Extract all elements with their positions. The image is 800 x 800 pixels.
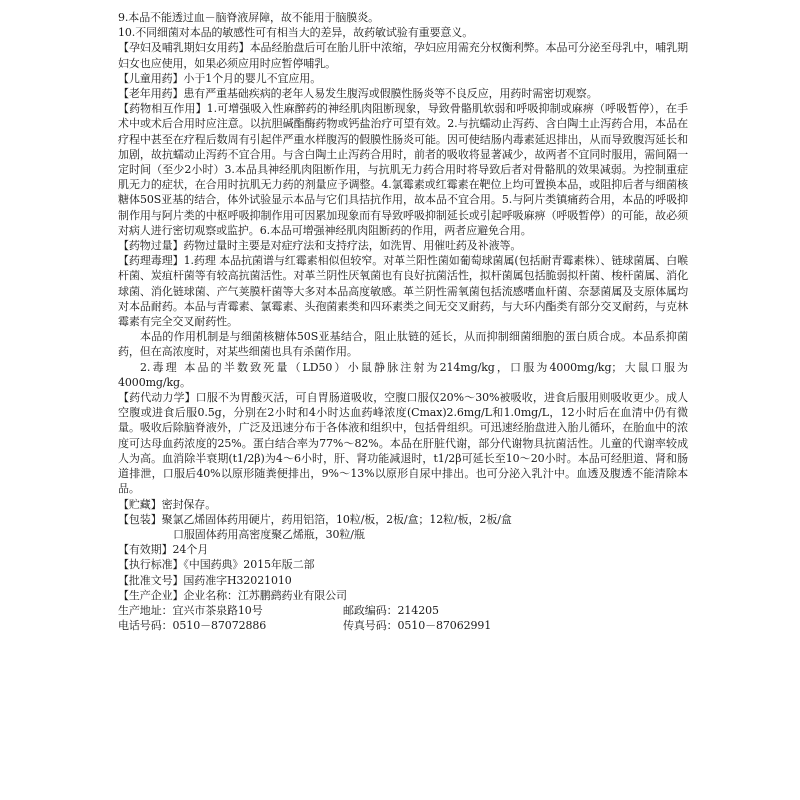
paragraph [118,588,688,603]
paragraph [118,527,688,542]
paragraph [118,238,688,253]
contact-right: 传真号码：0510－87062991 [343,619,492,633]
section-heading: 【药物过量】 [118,239,184,253]
section-heading: 【孕妇及哺乳期妇女用药】 [118,41,250,55]
paragraph-text: 本品的作用机制是与细菌核糖体50S亚基结合，阻止肽链的延长，从而抑制细菌细胞的蛋白质合成。本品系抑菌药，但在高浓度时，对某些细菌也具有杀菌作用。 [118,330,688,359]
paragraph [118,71,688,86]
paragraph-text: 小于1个月的婴儿不宜应用。 [183,71,322,85]
paragraph-text: 聚氯乙烯固体药用硬片，药用铝箔，10粒/板，2板/盒；12粒/板，2板/盒 [161,512,512,526]
paragraph-text: 密封保存。 [161,497,217,511]
paragraph [118,512,688,527]
section-heading: 【儿童用药】 [118,71,184,85]
paragraph [118,10,688,25]
section-heading: 【包装】 [118,512,162,526]
contact-left: 生产地址：宜兴市茶泉路10号 [118,603,263,617]
paragraph [118,542,688,557]
package-insert-text [118,10,688,633]
section-heading: 【生产企业】 [118,588,184,602]
section-heading: 【执行标准】 [118,558,184,572]
paragraph [118,101,688,238]
section-heading: 【药代动力学】 [118,391,196,405]
paragraph [118,497,688,512]
paragraph [118,253,688,329]
section-heading: 【药物相互作用】 [118,102,207,116]
paragraph-text: 患有严重基础疾病的老年人易发生腹泻或假膜性肠炎等不良反应，用药时需密切观察。 [183,87,598,101]
paragraph-text: 9.本品不能透过血－脑脊液屏障，故不能用于脑膜炎。 [118,11,379,24]
section-heading: 【贮藏】 [118,497,162,511]
paragraph-text: 1.可增强吸入性麻醉药的神经肌肉阻断现象，导致骨骼肌软弱和呼吸抑制或麻痹（呼吸暂停），在手术中或术后合用时应注意。以抗胆碱酯酶药物或钙盐治疗可望有效。2.与抗蠕动止泻药、含白陶土止泻药合用，本品在疗程中甚至在疗程后数周有引起伴严重水样腹泻的假膜性肠炎可能。因可使结肠内毒素延迟排出，从而导致腹泻延长和加剧，故抗蠕动止泻药不宜合用。与含白陶土止泻药合用时，前者的吸收将显著减少，故两者不宜同时服用，需间隔一定时间（至少2小时）3.本品具神经肌肉阻断作用，与抗肌无力药合用时将导致后者对骨骼肌的效果减弱。为控制重症肌无力的症状，在合用时抗肌无力药的剂量应予调整。4.氯霉素或红霉素在靶位上均可置换本品，或阻抑后者与细菌核糖体50S亚基的结合，体外试验显示本品与它们具拮抗作用，故本品不宜合用。5.与阿片类镇痛药合用，本品的呼吸抑制作用与阿片类的中枢呼吸抑制作用可因累加现象而有导致呼吸抑制延长或引起呼吸麻痹（呼吸暂停）的可能，故必须对病人进行密切观察或监护。6.本品可增强神经肌肉阻断药的作用，两者应避免合用。 [118,102,689,237]
section-heading: 【药理毒理】 [118,254,184,268]
paragraph [118,390,688,496]
paragraph-text: 10.不同细菌对本品的敏感性可有相当大的差异，故药敏试验有重要意义。 [118,26,474,40]
paragraph-text: 药物过量时主要是对症疗法和支持疗法，如洗胃、用催吐药及补液等。 [183,239,522,253]
paragraph [118,86,688,101]
paragraph-text: 1.药理 本品抗菌谱与红霉素相似但较窄。对革兰阳性菌如葡萄球菌属(包括耐青霉素株）、链球菌属、白喉杆菌、炭疽杆菌等有较高抗菌活性。对革兰阴性厌氧菌也有良好抗菌活性，拟杆菌属包括脆弱拟杆菌、梭杆菌属、消化球菌、消化链球菌、产气荚膜杆菌等大多对本品高度敏感。革兰阴性需氧菌包括流感嗜血杆菌、奈瑟菌属及支原体属均对本品耐药。本品与青霉素、氯霉素、头孢菌素类和四环素类之间无交叉耐药，与大环内酯类有部分交叉耐药，与克林霉素有完全交叉耐药性。 [118,254,688,329]
paragraph-text: 企业名称：江苏鹏鹞药业有限公司 [183,588,347,602]
section-heading: 【有效期】 [118,543,173,557]
paragraph [118,25,688,40]
paragraph-text: 本品经胎盘后可在胎儿肝中浓缩，孕妇应用需充分权衡利弊。本品可分泌至母乳中，哺乳期妇女也应使用，如果必须应用时应暂停哺乳。 [118,41,688,70]
paragraph [118,40,688,70]
paragraph [118,360,688,390]
contact-left: 电话号码：0510－87072886 [118,619,267,633]
paragraph-text: 口服不为胃酸灭活，可自胃肠道吸收，空腹口服仅20%～30%被吸收，进食后服用则吸收更少。成人空腹或进食后服0.5g，分别在2小时和4小时达血药峰浓度(Cmax)2.6mg/L和1.0mg/L，12小时后在血清中仍有微量。吸收后除脑脊液外，广泛及迅速分布于各体液和组织中，包括骨组织。可迅速经胎盘进入胎儿循环，在胎血中的浓度可达母血药浓度的25%。蛋白结合率为77%～82%。本品在肝脏代谢，部分代谢物具抗菌活性。儿童的代谢率较成人为高。血消除半衰期(t1/2β)为4～6小时，肝、肾功能减退时，t1/2β可延长至10～20小时。本品可经胆道、肾和肠道排泄，口服后40%以原形随粪便排出，9%～13%以原形自尿中排出。也可分泌入乳汁中。血透及腹透不能清除本品。 [118,391,688,496]
paragraph-text: 国药准字H32021010 [183,573,292,587]
paragraph [118,573,688,588]
contact-row [118,618,688,633]
section-heading: 【批准文号】 [118,573,184,587]
paragraph-text: 口服固体药用高密度聚乙烯瓶，30粒/瓶 [173,527,365,541]
contact-right: 邮政编码：214205 [343,603,439,617]
paragraph [118,329,688,359]
contact-row [118,603,688,618]
paragraph-text: 24个月 [172,543,209,557]
paragraph [118,557,688,572]
paragraph-text: 2.毒理 本品的半数致死量（LD50）小鼠静脉注射为214mg/kg，口服为4000mg/kg；大鼠口服为4000mg/kg。 [118,360,688,389]
section-heading: 【老年用药】 [118,87,184,101]
paragraph-text: 《中国药典》2015年版二部 [183,558,315,572]
